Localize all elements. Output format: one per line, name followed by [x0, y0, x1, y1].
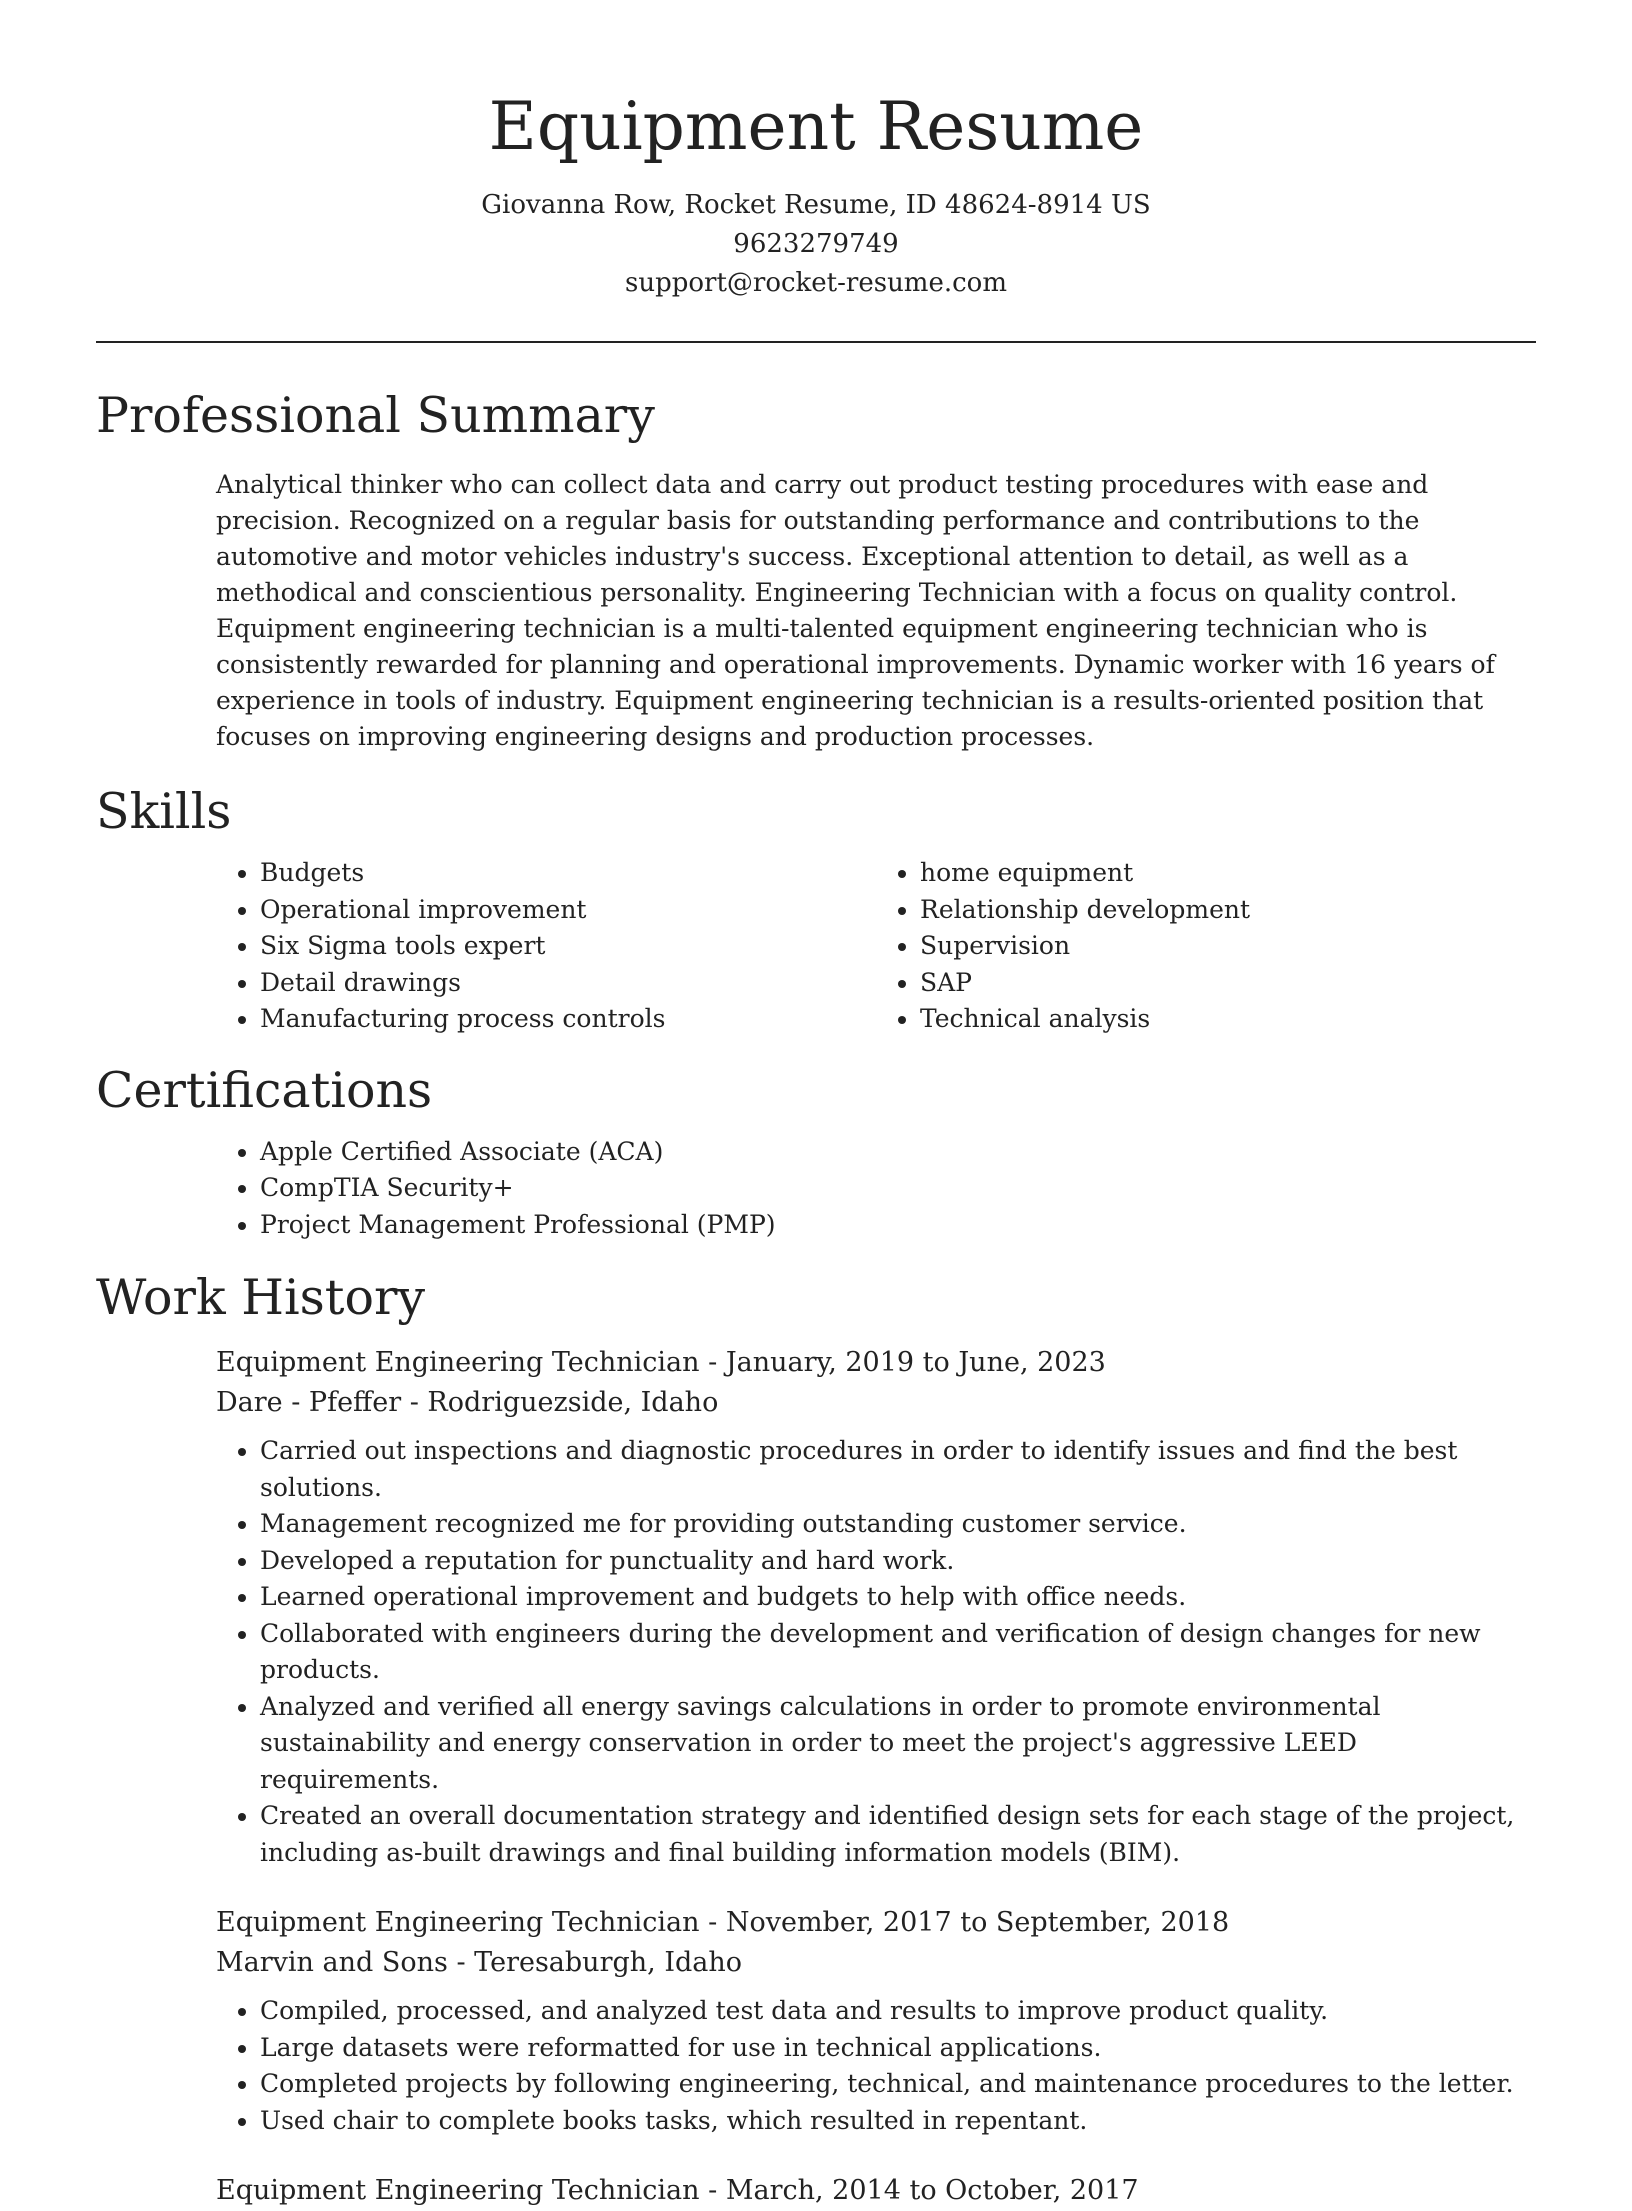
list-item: • Completed projects by following engineering, technical, and maintenance procedures to the letter.	[260, 2066, 1536, 2103]
resume-page	[96, 0, 1536, 2211]
list-item: • Developed a reputation for punctuality and hard work.	[260, 1543, 1536, 1580]
job-dates: March, 2014 to October, 2017	[725, 2175, 1139, 2206]
skills-list-left	[216, 855, 876, 1038]
job-bullets	[216, 1993, 1536, 2139]
list-item: • Management recognized me for providing outstanding customer service.	[260, 1506, 1536, 1543]
job-bullets	[216, 1433, 1536, 1871]
work-history-heading: Work History	[96, 1269, 426, 1326]
list-item: • Six Sigma tools expert	[260, 928, 876, 965]
job-title-line	[216, 2171, 1536, 2211]
separator: -	[699, 1907, 726, 1938]
job-company-line	[216, 1943, 1536, 1983]
list-item: • Project Management Professional (PMP)	[260, 1207, 1536, 1244]
list-item: • Large datasets were reformatted for use in technical applications.	[260, 2030, 1536, 2067]
job-title-line	[216, 1343, 1536, 1383]
job-company-line	[216, 1383, 1536, 1423]
skills-heading: Skills	[96, 783, 232, 840]
job-dates: November, 2017 to September, 2018	[725, 1907, 1230, 1938]
separator: -	[401, 1387, 428, 1418]
list-item: • Learned operational improvement and budgets to help with office needs.	[260, 1579, 1536, 1616]
summary-section	[96, 385, 1536, 755]
list-item: • Used chair to complete books tasks, which resulted in repentant.	[260, 2103, 1536, 2140]
job-title: Equipment Engineering Technician	[216, 2175, 700, 2206]
list-item: • Relationship development	[920, 892, 1536, 929]
certifications-list	[216, 1134, 1536, 1244]
header-divider	[96, 341, 1536, 343]
job-title: Equipment Engineering Technician	[216, 1907, 700, 1938]
list-item: • Compiled, processed, and analyzed test data and results to improve product quality.	[260, 1993, 1536, 2030]
job-entry	[216, 1343, 1536, 1871]
summary-text: Analytical thinker who can collect data and carry out product testing procedures with ease and precision. Recognized on a regular basis for outstanding performance and contributions to the automotive and motor vehicles industry's success. Exceptional attention to detail, as well as a methodical and conscientious personality. Engineering Technician with a focus on quality control. Equipment engineering technician is a multi-talented equipment engineering technician who is consistently rewarded for planning and operational improvements. Dynamic worker with 16 years of experience in tools of industry. Equipment engineering technician is a results-oriented position that focuses on improving engineering designs and production processes.	[216, 470, 1495, 751]
list-item: • Detail drawings	[260, 965, 876, 1002]
list-item: • Analyzed and verified all energy savings calculations in order to promote environmental sustainability and energy conservation in order to meet the project's aggressive LEED requirements.	[260, 1689, 1536, 1799]
contact-phone: 9623279749	[733, 229, 899, 259]
skills-section	[96, 781, 1536, 1038]
list-item: • Budgets	[260, 855, 876, 892]
certifications-section	[96, 1060, 1536, 1244]
job-entry	[216, 2171, 1536, 2211]
list-item: • Operational improvement	[260, 892, 876, 929]
list-item: • Collaborated with engineers during the development and verification of design changes for new products.	[260, 1616, 1536, 1689]
list-item: • CompTIA Security+	[260, 1170, 1536, 1207]
job-location: Teresaburgh, Idaho	[474, 1947, 743, 1978]
resume-header	[96, 0, 1536, 303]
list-item: • SAP	[920, 965, 1536, 1002]
list-item: • Apple Certified Associate (ACA)	[260, 1134, 1536, 1171]
resume-title: Equipment Resume	[488, 88, 1144, 165]
list-item: • Created an overall documentation strategy and identified design sets for each stage of the project, including as-built drawings and final building information models (BIM).	[260, 1798, 1536, 1871]
list-item: • Carried out inspections and diagnostic procedures in order to identify issues and find the best solutions.	[260, 1433, 1536, 1506]
job-dates: January, 2019 to June, 2023	[725, 1347, 1106, 1378]
contact-email: support@rocket-resume.com	[624, 268, 1007, 298]
work-history-section	[96, 1267, 1536, 2211]
job-title-line	[216, 1903, 1536, 1943]
separator: -	[447, 1947, 475, 1978]
contact-address: Giovanna Row, Rocket Resume, ID 48624-8914 US	[481, 190, 1151, 220]
job-entry	[216, 1903, 1536, 2139]
list-item: • Technical analysis	[920, 1001, 1536, 1038]
summary-heading: Professional Summary	[96, 387, 655, 444]
list-item: • Supervision	[920, 928, 1536, 965]
separator: -	[699, 2175, 726, 2206]
skills-list-right	[876, 855, 1536, 1038]
job-company: Marvin and Sons	[216, 1947, 448, 1978]
separator: -	[699, 1347, 726, 1378]
list-item: • home equipment	[920, 855, 1536, 892]
list-item: • Manufacturing process controls	[260, 1001, 876, 1038]
job-title: Equipment Engineering Technician	[216, 1347, 700, 1378]
contact-block	[96, 186, 1536, 303]
job-location: Rodriguezside, Idaho	[427, 1387, 719, 1418]
certifications-heading: Certifications	[96, 1061, 433, 1119]
job-company: Dare - Pfeffer	[216, 1387, 402, 1418]
